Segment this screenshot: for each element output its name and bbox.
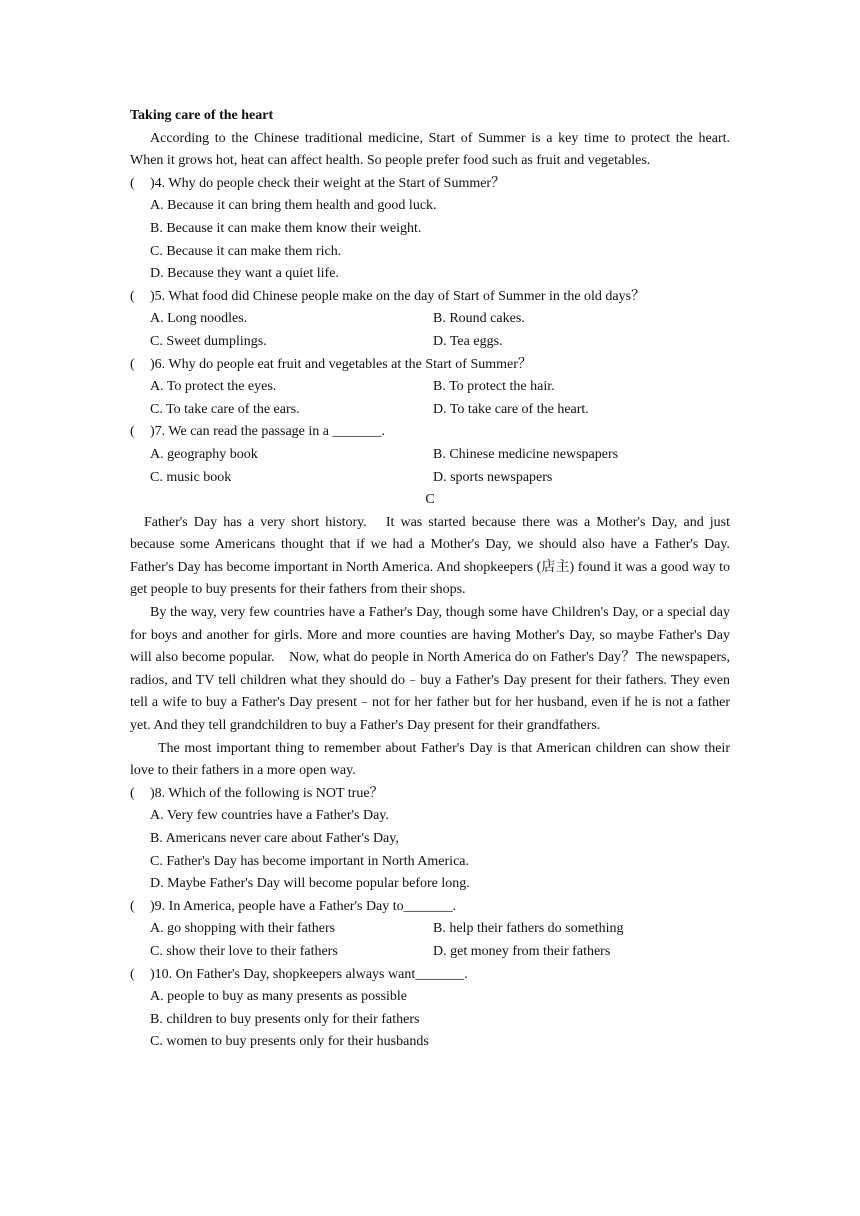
question-text: )6. Why do people eat fruit and vegetables at the Start of Summer？ (150, 356, 532, 372)
question-text: )4. Why do people check their weight at the Start of Summer？ (150, 175, 506, 191)
option-row (130, 399, 730, 422)
option: B. Americans never care about Father's Day, (150, 831, 399, 846)
passage-paragraph: The most important thing to remember about Father's Day is that American children can show their love to their fathers in a more open way. (130, 740, 730, 779)
option: B. Chinese medicine newspapers (433, 446, 619, 462)
option: C. Because it can make them rich. (150, 243, 342, 259)
document-page (130, 105, 744, 1054)
option-row (130, 467, 730, 490)
option: C. music book (150, 469, 232, 485)
option: A. Because it can bring them health and good luck. (150, 198, 437, 214)
option: C. show their love to their fathers (150, 943, 338, 959)
option: B. To protect the hair. (433, 379, 555, 395)
passage-title: Taking care of the heart (130, 108, 274, 123)
question-text: )9. In America, people have a Father's Day to_______. (150, 898, 457, 914)
option-row (130, 331, 730, 354)
option: B. Round cakes. (433, 311, 525, 327)
question-text: )10. On Father's Day, shopkeepers always want_______. (150, 966, 468, 982)
answer-paren[interactable]: ( (130, 175, 135, 191)
answer-blank[interactable]: _______ (332, 424, 382, 440)
option-row (130, 376, 730, 399)
answer-paren[interactable]: ( (130, 356, 135, 372)
question-6 (130, 354, 730, 377)
option: D. Maybe Father's Day will become popular before long. (150, 876, 470, 892)
option: D. Because they want a quiet life. (150, 266, 339, 282)
option: A. people to buy as many presents as possible (150, 989, 408, 1005)
option: D. Tea eggs. (433, 333, 503, 349)
option: A. Very few countries have a Father's Day. (150, 808, 389, 824)
option: A. To protect the eyes. (150, 379, 277, 395)
answer-paren[interactable]: ( (130, 898, 135, 914)
answer-paren[interactable]: ( (130, 288, 135, 304)
option: D. To take care of the heart. (433, 401, 589, 417)
passage-paragraph: According to the Chinese traditional medicine, Start of Summer is a key time to protect the heart. When it grows hot, heat can affect health. So people prefer food such as fruit and vegetables. (130, 130, 730, 169)
question-8 (130, 783, 730, 806)
question-text: )7. We can read the passage in a (150, 424, 333, 440)
option: C. To take care of the ears. (150, 401, 300, 417)
answer-paren[interactable]: ( (130, 966, 135, 982)
answer-paren[interactable]: ( (130, 424, 135, 440)
option-row (130, 444, 730, 467)
passage-paragraph: By the way, very few countries have a Father's Day, though some have Children's Day, or a special day for boys and another for girls. More and more counties are having Mother's Day, so maybe Father's Day will also become popular. Now, what do people in North America do on Father's Day？The newspapers, radios, and TV tell children what they should do﹣buy a Father's Day present for their fathers. They even tell a wife to buy a Father's Day present﹣not for her father but for her husband, even if he is not a father yet. And they tell grandchildren to buy a Father's Day present for their grandfathers. (130, 605, 730, 734)
question-text: )8. Which of the following is NOT true？ (150, 785, 384, 801)
option-row (130, 918, 730, 941)
option: A. Long noodles. (150, 311, 248, 327)
option-row (130, 941, 730, 964)
question-10 (130, 964, 730, 987)
section-label: C (425, 492, 435, 508)
option: B. children to buy presents only for their fathers (150, 1011, 420, 1027)
option: C. Father's Day has become important in North America. (150, 853, 469, 869)
question-4 (130, 173, 730, 196)
option: D. sports newspapers (433, 469, 553, 485)
option: D. get money from their fathers (433, 943, 611, 959)
passage-paragraph: Father's Day has a very short history. It was started because there was a Mother's Day, and just because some Americans thought that if we had a Mother's Day, we should also have a Father's Day. Father's Day has become important in North America. And shopkeepers (店主) found it was a good way to get people to buy presents for their fathers from their shops. (130, 514, 744, 598)
option: A. go shopping with their fathers (150, 921, 336, 937)
option: C. Sweet dumplings. (150, 333, 267, 349)
option: A. geography book (150, 446, 258, 462)
option: C. women to buy presents only for their husbands (150, 1034, 429, 1050)
question-5 (130, 286, 730, 309)
option: B. Because it can make them know their weight. (150, 220, 422, 236)
answer-paren[interactable]: ( (130, 785, 135, 801)
option: B. help their fathers do something (433, 921, 624, 937)
question-text: )5. What food did Chinese people make on the day of Start of Summer in the old days？ (150, 288, 646, 304)
option-row (130, 308, 730, 331)
question-9 (130, 896, 730, 919)
question-7 (130, 421, 730, 444)
question-text-end: . (381, 424, 385, 440)
